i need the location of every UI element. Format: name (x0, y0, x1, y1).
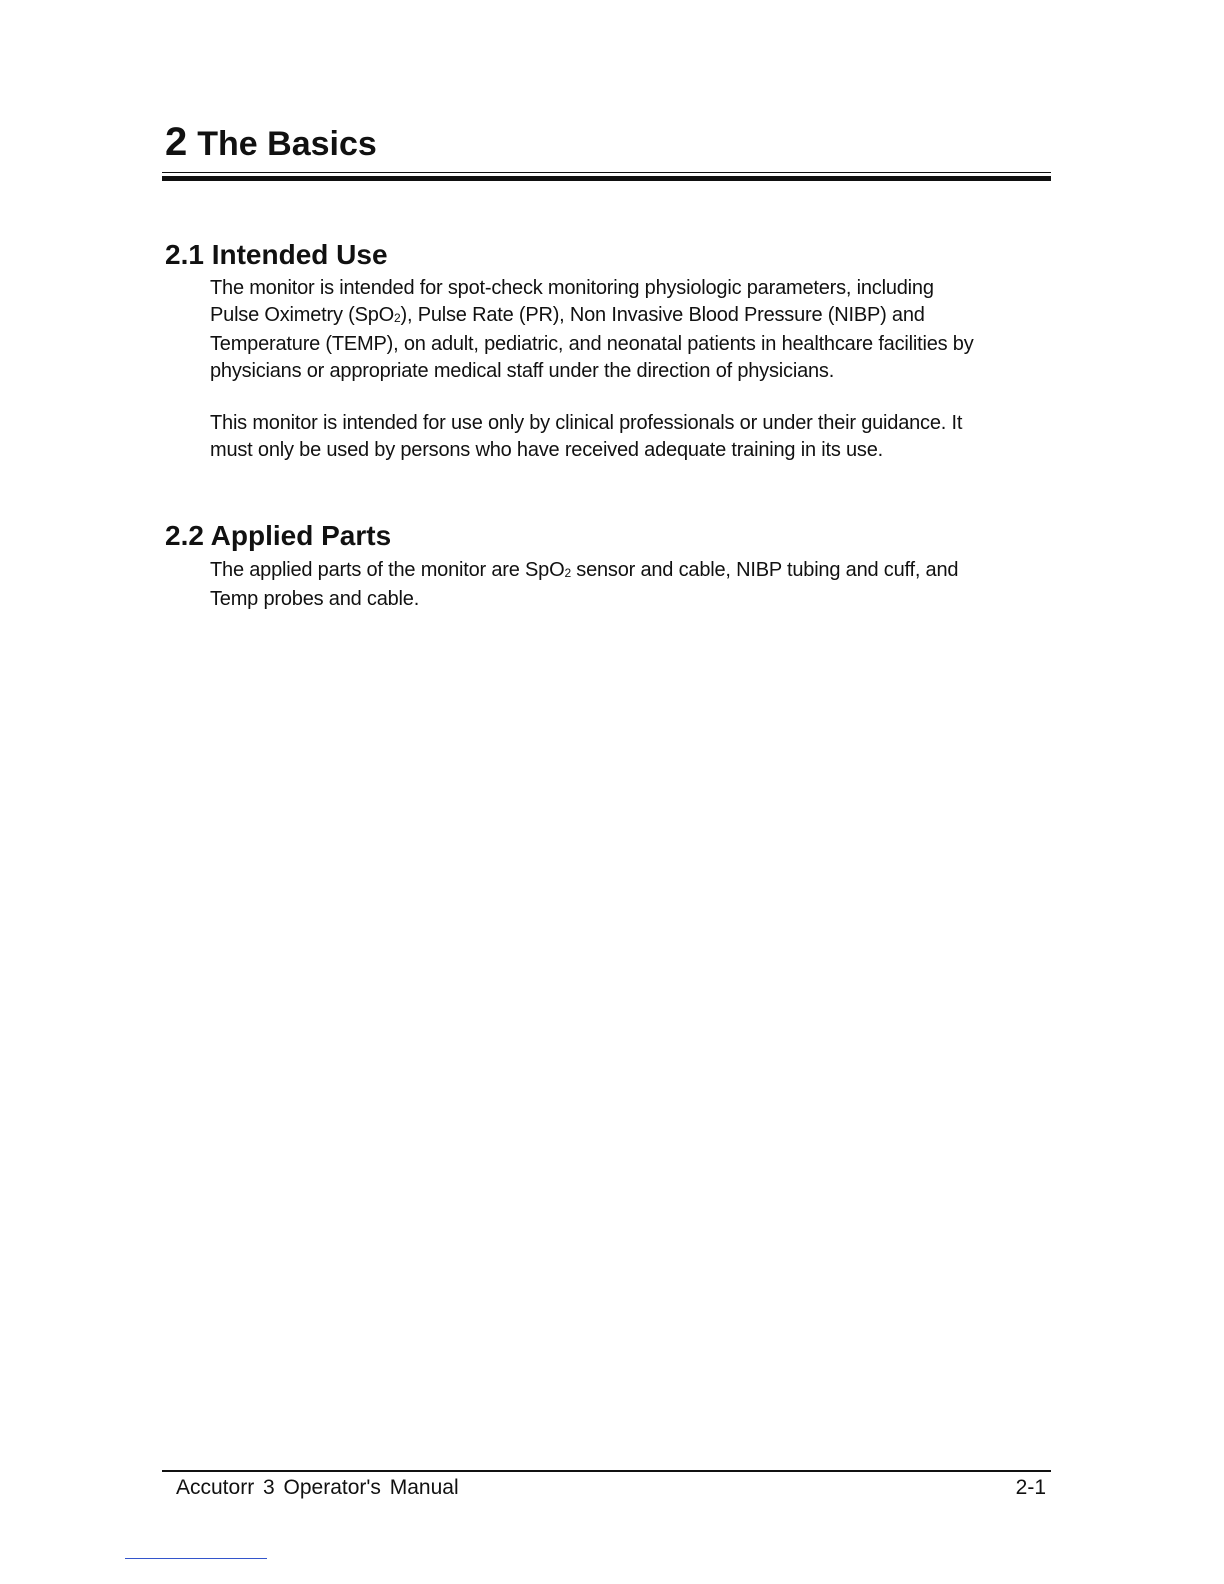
link-underline[interactable] (125, 1558, 267, 1559)
text-run: The applied parts of the monitor are SpO (210, 559, 565, 581)
text-run: physicians or appropriate medical staff under the direction of physicians. (210, 360, 835, 382)
text-run: Pulse Oximetry (SpO (210, 304, 395, 326)
text-line (210, 331, 1040, 358)
paragraph-intended-use (210, 275, 1040, 385)
footer-rule (162, 1470, 1051, 1472)
text-line (210, 302, 1040, 331)
text-line (210, 275, 1040, 302)
text-run: The monitor is intended for spot-check monitoring physiologic parameters, including (210, 277, 934, 299)
footer-manual-title: Accutorr 3 Operator's Manual (176, 1476, 459, 1499)
chapter-rule-thin (162, 172, 1051, 173)
chapter-title-text: The Basics (197, 125, 377, 163)
text-line (210, 358, 1040, 385)
chapter-title (165, 118, 377, 166)
subscript: 2 (394, 311, 401, 325)
chapter-number: 2 (165, 120, 188, 164)
footer-page-number: 2-1 (1015, 1476, 1046, 1499)
text-line (210, 410, 1040, 437)
text-run: This monitor is intended for use only by clinical professionals or under their guidance. It (210, 412, 963, 434)
paragraph-applied-parts (210, 557, 1040, 613)
paragraph-clinical-use (210, 410, 1040, 464)
section-heading-applied-parts: 2.2 Applied Parts (165, 520, 392, 551)
text-line (210, 586, 1040, 613)
text-line (210, 557, 1040, 586)
text-line (210, 437, 1040, 464)
text-run: must only be used by persons who have received adequate training in its use. (210, 439, 883, 461)
text-run: sensor and cable, NIBP tubing and cuff, and (570, 559, 959, 581)
text-run: ), Pulse Rate (PR), Non Invasive Blood Pressure (NIBP) and (400, 304, 925, 326)
subscript: 2 (564, 566, 571, 580)
text-run: Temp probes and cable. (210, 588, 420, 610)
section-heading-intended-use: 2.1 Intended Use (165, 239, 388, 270)
text-run: Temperature (TEMP), on adult, pediatric, and neonatal patients in healthcare facilities by (210, 333, 974, 355)
chapter-rule-thick (162, 176, 1051, 181)
